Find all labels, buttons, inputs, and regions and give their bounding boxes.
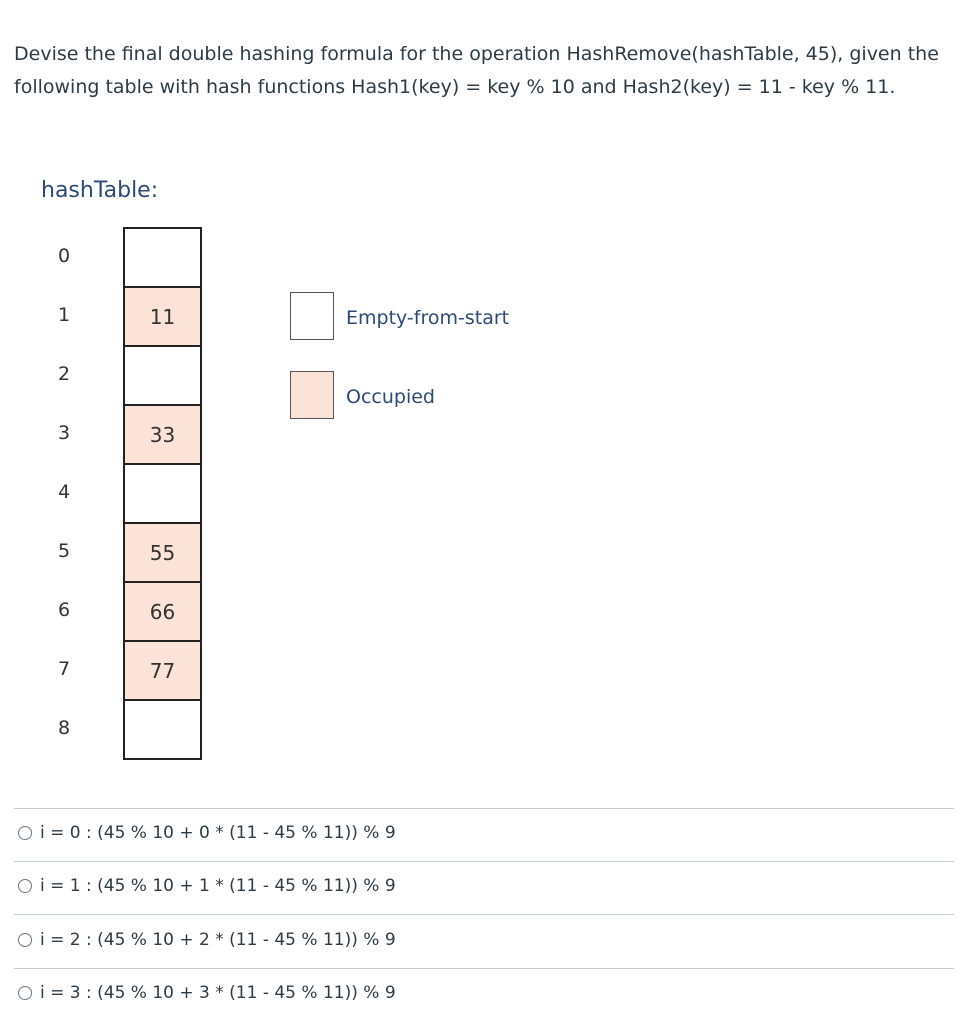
radio-button-icon[interactable] <box>18 826 32 840</box>
bucket-cell-1: 11 <box>123 286 202 347</box>
bucket-index-6: 6 <box>57 599 71 621</box>
legend-occupied-swatch <box>290 371 334 419</box>
bucket-cell-5: 55 <box>123 522 202 583</box>
question-text: Devise the final double hashing formula for the operation HashRemove(hashTable, 45), given the following table with hash functions Hash1(key) = key % 10 and Hash2(key) = 11 - key % 11. <box>14 43 939 98</box>
legend-empty-label: Empty-from-start <box>346 307 510 329</box>
answer-option-1[interactable] <box>18 871 396 901</box>
answer-option-0[interactable] <box>18 818 396 848</box>
option-divider <box>14 968 954 969</box>
bucket-index-3: 3 <box>57 422 71 444</box>
answer-option-3[interactable] <box>18 978 396 1008</box>
bucket-index-2: 2 <box>57 363 71 385</box>
bucket-index-4: 4 <box>57 481 71 503</box>
bucket-index-7: 7 <box>57 658 71 680</box>
bucket-index-5: 5 <box>57 540 71 562</box>
bucket-index-0: 0 <box>57 245 71 267</box>
hash-table-title: hashTable: <box>41 178 159 203</box>
answer-option-2[interactable] <box>18 925 396 955</box>
option-divider <box>14 861 954 862</box>
bucket-cell-7: 77 <box>123 640 202 701</box>
answer-option-label: i = 1 : (45 % 10 + 1 * (11 - 45 % 11)) % 9 <box>40 876 396 896</box>
radio-button-icon[interactable] <box>18 879 32 893</box>
option-divider <box>14 808 954 809</box>
bucket-index-1: 1 <box>57 304 71 326</box>
option-divider <box>14 914 954 915</box>
legend-occupied-label: Occupied <box>346 386 435 408</box>
bucket-cell-8 <box>123 699 202 760</box>
bucket-cell-4 <box>123 463 202 524</box>
answer-option-label: i = 2 : (45 % 10 + 2 * (11 - 45 % 11)) % 9 <box>40 930 396 950</box>
bucket-cell-2 <box>123 345 202 406</box>
answer-option-label: i = 0 : (45 % 10 + 0 * (11 - 45 % 11)) % 9 <box>40 823 396 843</box>
radio-button-icon[interactable] <box>18 986 32 1000</box>
answer-option-label: i = 3 : (45 % 10 + 3 * (11 - 45 % 11)) % 9 <box>40 983 396 1003</box>
legend-empty-swatch <box>290 292 334 340</box>
bucket-cell-3: 33 <box>123 404 202 465</box>
bucket-index-8: 8 <box>57 717 71 739</box>
bucket-cell-0 <box>123 227 202 288</box>
radio-button-icon[interactable] <box>18 933 32 947</box>
bucket-cell-6: 66 <box>123 581 202 642</box>
